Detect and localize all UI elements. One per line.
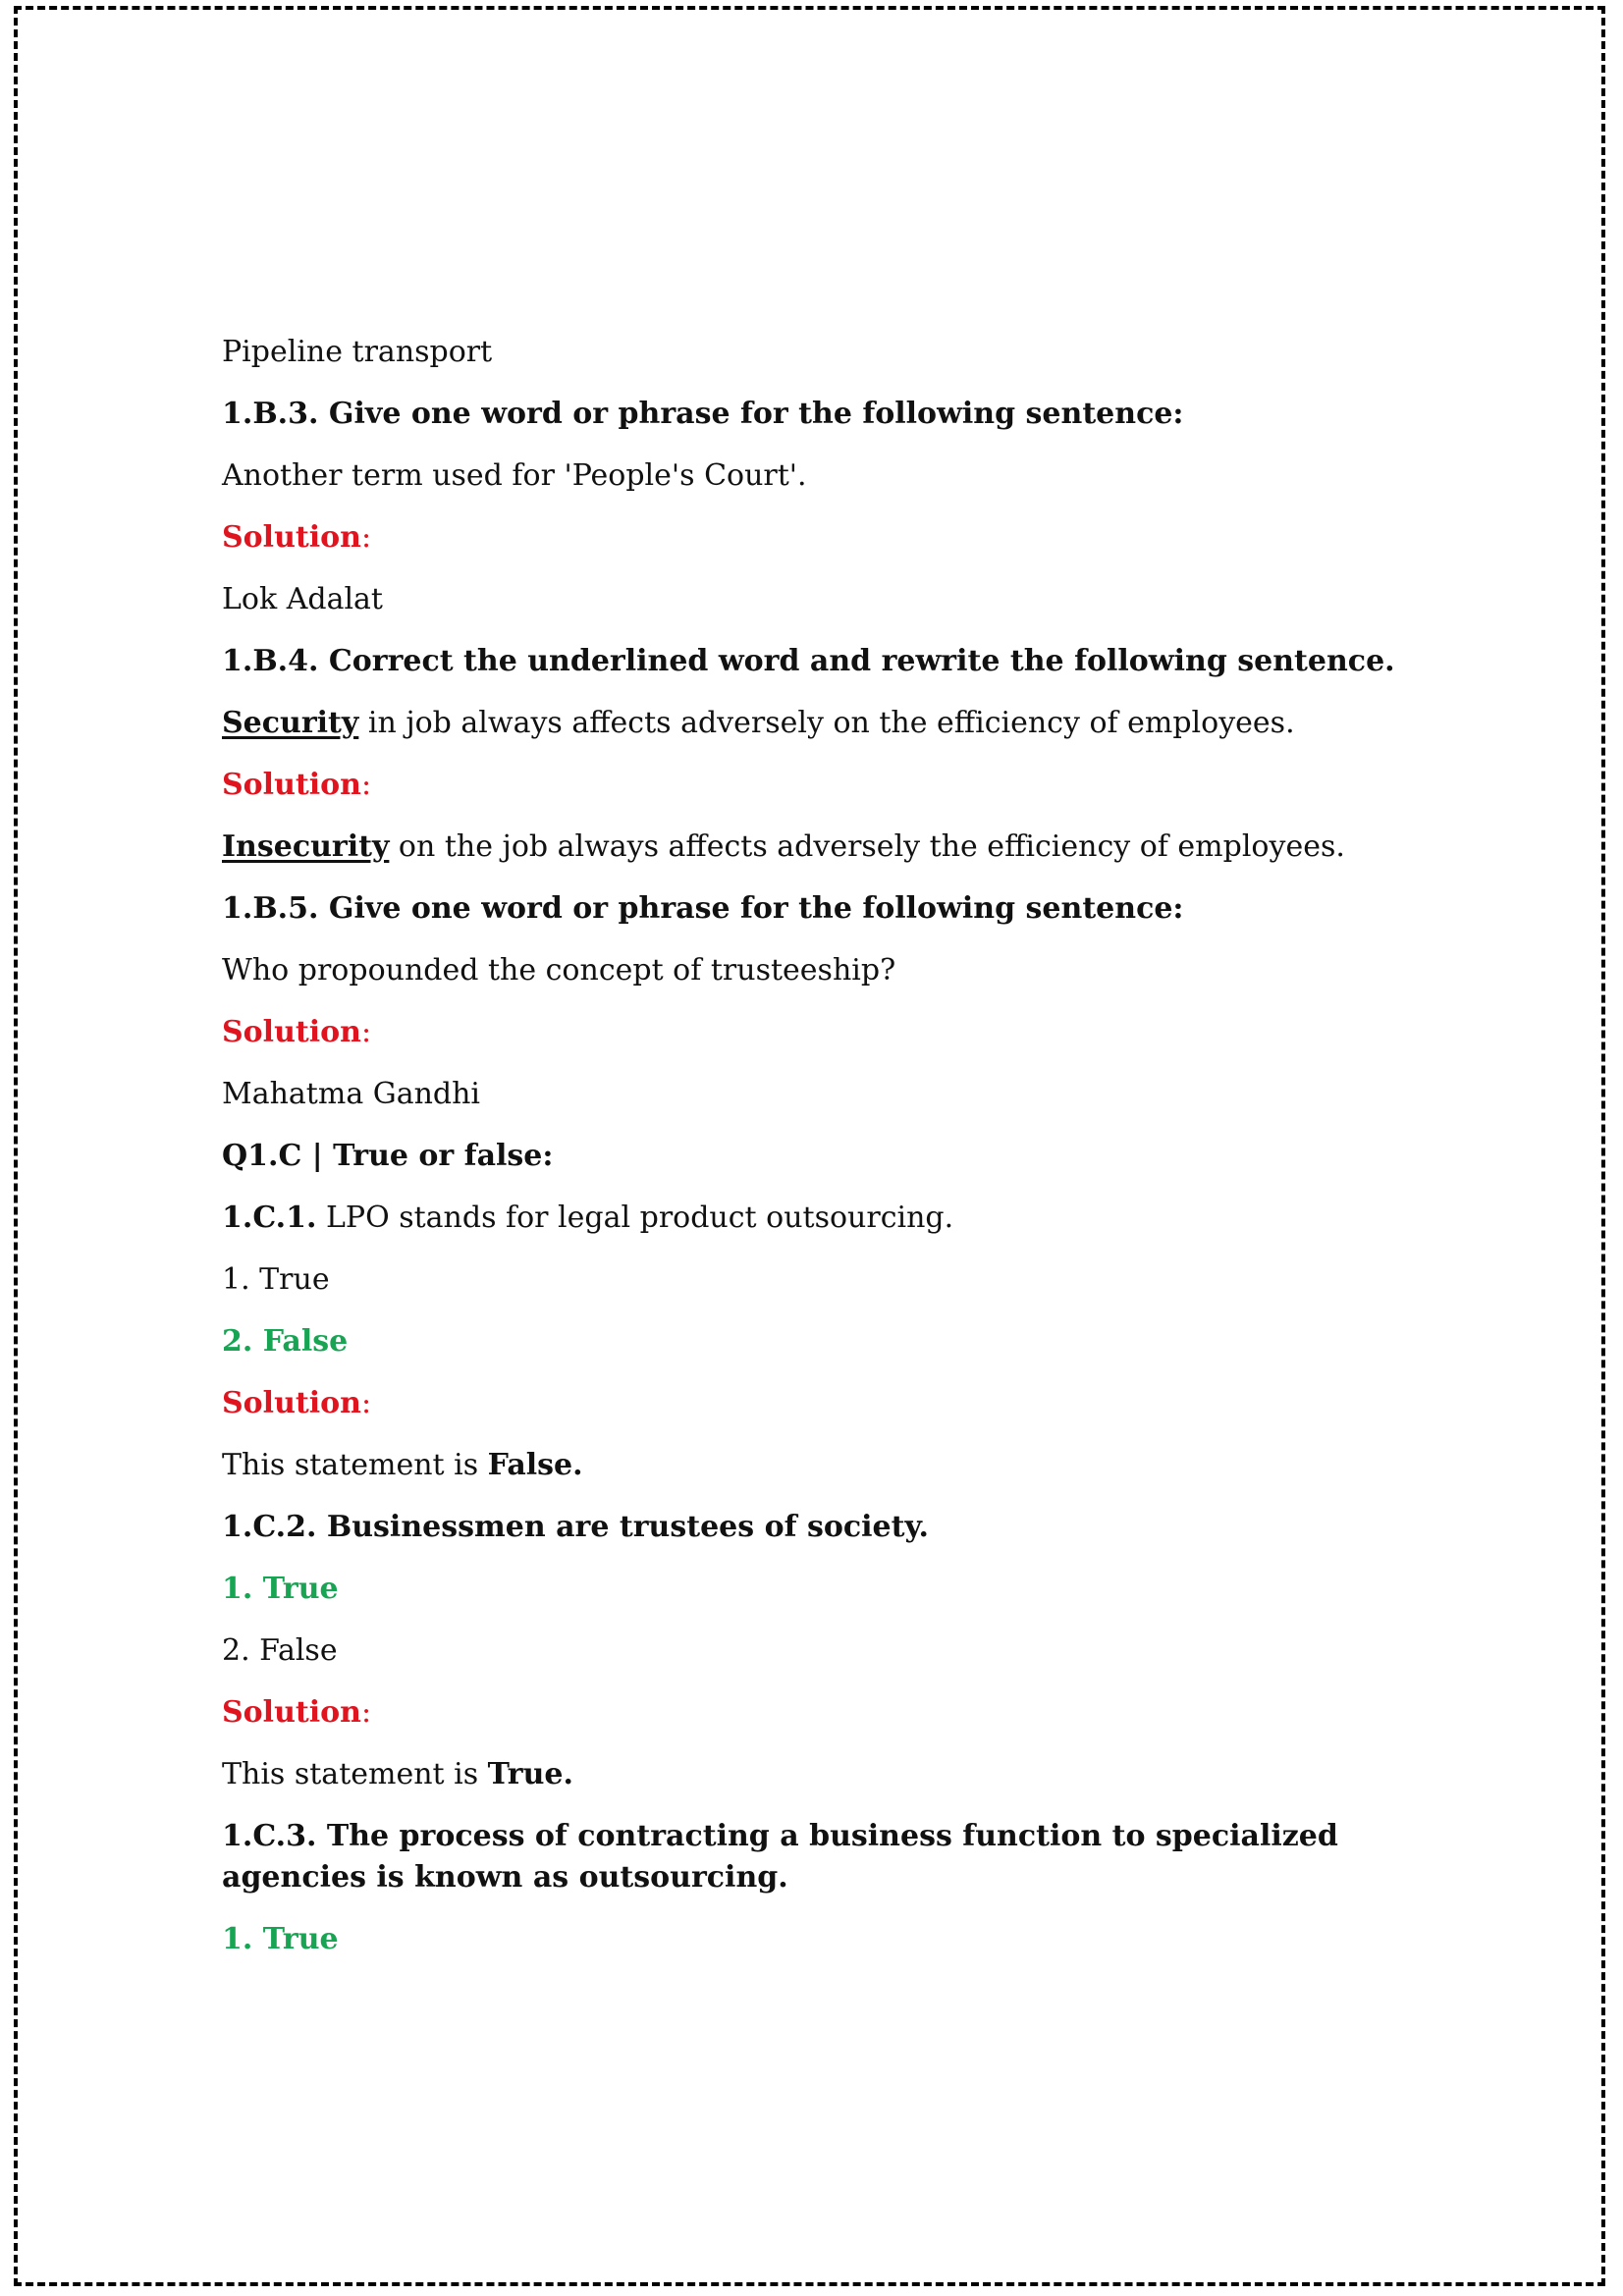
document-content xyxy=(222,332,1420,1981)
question-1c2: 1.C.2. Businessmen are trustees of society. xyxy=(222,1510,929,1544)
question-1b5: 1.B.5. Give one word or phrase for the following sentence: xyxy=(222,891,1184,926)
answer-text: Pipeline transport xyxy=(222,335,493,369)
answer-text: Mahatma Gandhi xyxy=(222,1077,481,1111)
answer-text: Lok Adalat xyxy=(222,582,383,616)
solution-label: Solution: xyxy=(222,1695,372,1730)
option-false-correct: 2. False xyxy=(222,1324,349,1359)
answer-text: This statement is True. xyxy=(222,1757,573,1791)
answer-text: Insecurity on the job always affects adversely the efficiency of employees. xyxy=(222,829,1345,864)
question-text: Who propounded the concept of trusteeship? xyxy=(222,953,896,988)
question-1b4: 1.B.4. Correct the underlined word and rewrite the following sentence. xyxy=(222,644,1395,678)
option-true-correct: 1. True xyxy=(222,1572,339,1606)
option-false: 2. False xyxy=(222,1633,338,1668)
solution-label: Solution: xyxy=(222,1386,372,1420)
question-1c3: 1.C.3. The process of contracting a business function to specialized agencies is known as outsourcing. xyxy=(222,1819,1338,1895)
option-true: 1. True xyxy=(222,1262,330,1297)
solution-label: Solution: xyxy=(222,768,372,802)
question-text: Another term used for 'People's Court'. xyxy=(222,458,807,493)
underlined-word: Insecurity xyxy=(222,829,390,864)
section-heading: Q1.C | True or false: xyxy=(222,1139,554,1173)
answer-text: This statement is False. xyxy=(222,1448,583,1482)
option-true-correct: 1. True xyxy=(222,1922,339,1956)
question-text: Security in job always affects adversely on the efficiency of employees. xyxy=(222,706,1295,740)
underlined-word: Security xyxy=(222,706,359,740)
question-1c1: 1.C.1. LPO stands for legal product outsourcing. xyxy=(222,1201,954,1235)
solution-label: Solution: xyxy=(222,520,372,555)
question-1b3: 1.B.3. Give one word or phrase for the following sentence: xyxy=(222,397,1184,431)
solution-label: Solution: xyxy=(222,1015,372,1049)
